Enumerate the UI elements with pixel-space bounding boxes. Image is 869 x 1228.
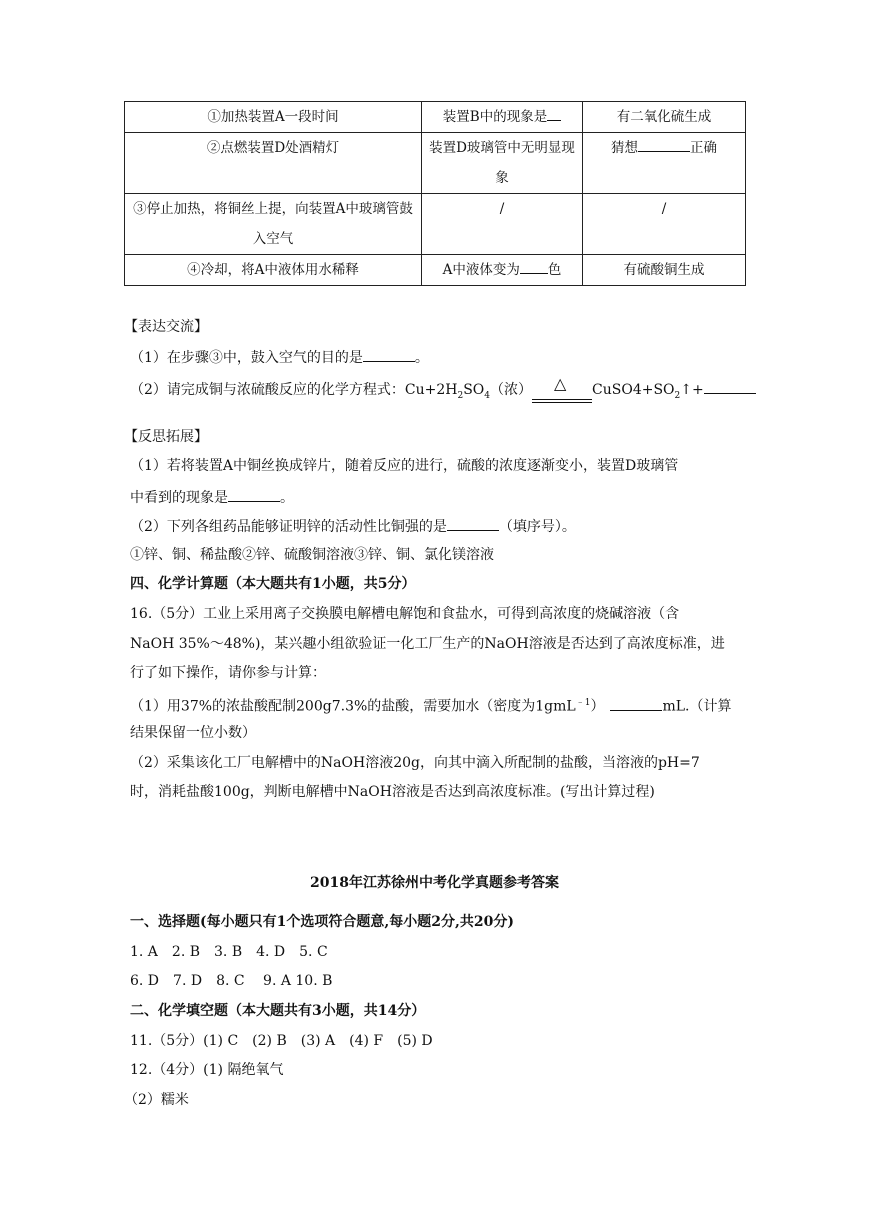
- chemical-equation: [130, 373, 756, 406]
- question-16-sub1-cont: 结果保留一位小数）: [130, 725, 256, 741]
- question-text: ）: [590, 698, 605, 715]
- question-reflection-2: [130, 515, 576, 537]
- section-heading-expression: 【表达交流】: [124, 319, 208, 335]
- superscript: ﹣1: [575, 698, 591, 708]
- question-16-sub1: [130, 693, 731, 717]
- equation-text: （浓）: [490, 382, 533, 398]
- question-text: （1）用37%的浓盐酸配制200g7.3%的盐酸，需要加水（密度为1gmL: [130, 698, 576, 715]
- answer-blank: [447, 515, 499, 531]
- cell-text: A中液体变为: [442, 262, 520, 278]
- answers-section-2-heading: 二、化学填空题（本大题共有3小题，共14分）: [130, 1003, 426, 1019]
- question-16-line: 16.（5分）工业上采用离子交换膜电解槽电解饱和食盐水，可得到高浓度的烧碱溶液（含: [130, 606, 680, 622]
- answers-line: 6. D 7. D 8. C 9. A 10. B: [130, 973, 333, 989]
- question-text: mL.（计算: [662, 698, 732, 715]
- subscript: 2: [457, 390, 464, 401]
- question-text: （填序号）。: [498, 519, 576, 535]
- experiment-table: [124, 101, 746, 286]
- question-text: （2）下列各组药品能够证明锌的活动性比铜强的是: [130, 519, 447, 535]
- options-list: ①锌、铜、稀盐酸②锌、硫酸铜溶液③锌、铜、氯化镁溶液: [130, 547, 494, 563]
- table-cell-step: ③停止加热，将铜丝上提，向装置A中玻璃管鼓入空气: [125, 194, 422, 255]
- equals-bar: [532, 402, 592, 403]
- answer-blank: [520, 258, 548, 274]
- reaction-condition: [532, 373, 592, 406]
- equation-text: SO: [463, 382, 485, 398]
- cell-text: 色: [547, 262, 562, 278]
- heat-symbol-icon: △: [554, 373, 567, 393]
- cell-text: 猜想: [611, 140, 638, 156]
- answer-blank: [704, 378, 756, 394]
- table-cell-conclusion: /: [583, 194, 746, 255]
- table-cell-step: ②点燃装置D处酒精灯: [125, 133, 422, 194]
- table-cell-conclusion: 有硫酸铜生成: [583, 255, 746, 286]
- table-cell-observation: /: [422, 194, 583, 255]
- question-expression-1: [130, 346, 429, 368]
- table-cell-observation: [422, 102, 583, 133]
- question-text: （1）在步骤③中，鼓入空气的目的是: [130, 350, 363, 366]
- question-text: 中看到的现象是: [130, 490, 228, 506]
- table-cell-observation: 装置D玻璃管中无明显现象: [422, 133, 583, 194]
- table-cell-conclusion: 有二氧化硫生成: [583, 102, 746, 133]
- equation-text: CuSO4+SO: [592, 382, 675, 398]
- equation-text: ↑+: [680, 382, 704, 398]
- answers-line: 11.（5分）(1) C (2) B (3) A (4) F (5) D: [130, 1033, 433, 1049]
- cell-text: 装置B中的现象是: [442, 109, 548, 125]
- table-cell-step: ①加热装置A一段时间: [125, 102, 422, 133]
- table-row: [125, 194, 746, 255]
- answers-title: 2018年江苏徐州中考化学真题参考答案: [310, 875, 559, 891]
- question-text: 。: [414, 350, 429, 366]
- answer-blank: [610, 695, 662, 711]
- section-heading-calculation: 四、化学计算题（本大题共有1小题，共5分）: [130, 576, 416, 592]
- question-text: 。: [280, 490, 294, 506]
- table-row: [125, 102, 746, 133]
- answer-blank: [363, 346, 415, 362]
- answers-line: （2）糯米: [124, 1092, 189, 1108]
- equation-text: （2）请完成铜与浓硫酸反应的化学方程式：Cu+2H: [130, 382, 458, 398]
- subscript: 2: [674, 390, 681, 401]
- table-cell-observation: [422, 255, 583, 286]
- answer-blank: [638, 136, 690, 152]
- table-cell-step: ④冷却，将A中液体用水稀释: [125, 255, 422, 286]
- question-16-line: NaOH 35%～48%)，某兴趣小组欲验证一化工厂生产的NaOH溶液是否达到了高浓度标准，进: [130, 636, 725, 652]
- question-16-sub2: （2）采集该化工厂电解槽中的NaOH溶液20g，向其中滴入所配制的盐酸，当溶液的pH=7: [130, 755, 700, 771]
- question-reflection-1: （1）若将装置A中铜丝换成锌片，随着反应的进行，硫酸的浓度逐渐变小，装置D玻璃管: [130, 458, 679, 474]
- cell-text: 正确: [690, 140, 717, 156]
- answers-line: 12.（4分）(1) 隔绝氧气: [130, 1062, 284, 1078]
- answer-blank: [228, 486, 280, 502]
- question-reflection-1-cont: [130, 486, 294, 508]
- answers-line: 1. A 2. B 3. B 4. D 5. C: [130, 944, 328, 960]
- question-16-line: 行了如下操作，请你参与计算：: [130, 665, 326, 681]
- table-row: [125, 133, 746, 194]
- section-heading-reflection: 【反思拓展】: [124, 429, 208, 445]
- answers-section-1-heading: 一、选择题(每小题只有1个选项符合题意,每小题2分,共20分): [130, 914, 514, 930]
- table-cell-conclusion: [583, 133, 746, 194]
- question-16-sub2-cont: 时，消耗盐酸100g，判断电解槽中NaOH溶液是否达到高浓度标准。(写出计算过程): [130, 784, 655, 800]
- subscript: 4: [484, 390, 491, 401]
- equals-bar: [532, 399, 592, 400]
- answer-blank: [547, 105, 561, 121]
- table-row: [125, 255, 746, 286]
